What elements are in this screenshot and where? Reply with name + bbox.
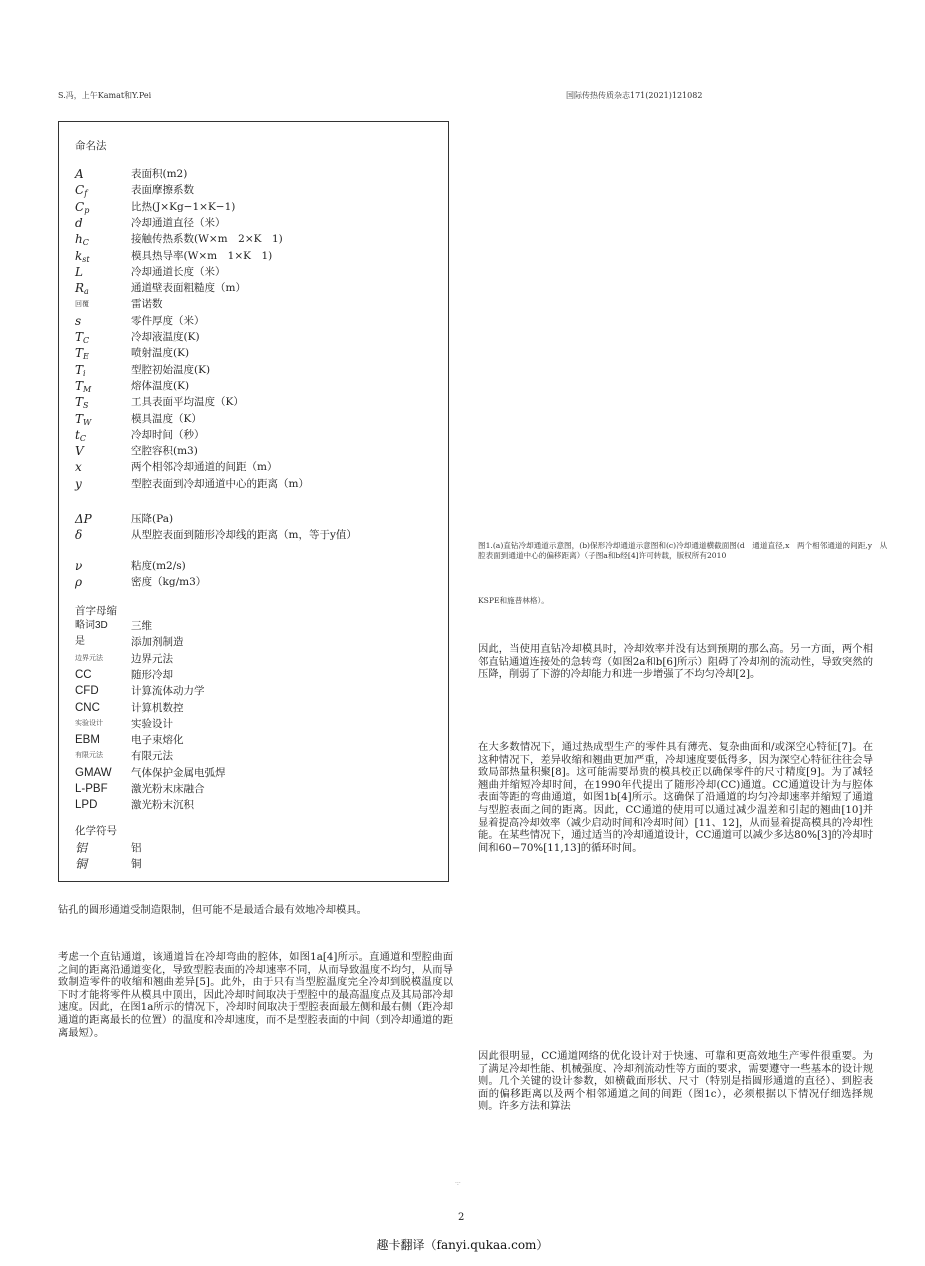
nomenclature-symbol: $T_W$ [75, 411, 92, 427]
nomenclature-symbol: EBM [75, 734, 100, 747]
nomenclature-definition: 冷却通道长度（米） [131, 265, 226, 278]
nomenclature-row [75, 651, 445, 667]
running-header-authors: S.冯，上午Kamat和Y.Pei [58, 91, 152, 100]
nomenclature-row [75, 199, 445, 215]
chemical-symbols-title: 化学符号 [75, 825, 117, 837]
nomenclature-symbol: 回覆 [75, 300, 89, 309]
nomenclature-symbol: $T_E$ [75, 346, 89, 362]
nomenclature-subscript: M [83, 384, 92, 394]
acronyms-title: 首字母缩 [75, 605, 117, 617]
nomenclature-symbol: 铝 [75, 841, 88, 855]
nomenclature-row [75, 411, 445, 427]
nomenclature-title: 命名法 [75, 140, 107, 152]
nomenclature-symbol: $C_f$ [75, 183, 88, 199]
nomenclature-row [75, 781, 445, 797]
nomenclature-row [75, 296, 445, 312]
translation-footer: 趣卡翻译（fanyi.qukaa.com） [376, 1238, 549, 1252]
nomenclature-row [75, 511, 445, 527]
nomenclature-subscript: p [84, 205, 90, 215]
nomenclature-symbol: 有限元法 [75, 752, 103, 760]
nomenclature-symbol: ν [75, 559, 83, 573]
nomenclature-row [75, 856, 445, 872]
nomenclature-symbol: 是 [75, 636, 85, 648]
nomenclature-row [75, 574, 445, 590]
nomenclature-definition: 铜 [131, 858, 142, 871]
nomenclature-row [75, 459, 445, 475]
nomenclature-row [75, 280, 445, 296]
nomenclature-row [75, 443, 445, 459]
nomenclature-row [75, 427, 445, 443]
nomenclature-symbol: y [75, 476, 82, 491]
nomenclature-row [75, 378, 445, 394]
nomenclature-subscript: W [83, 417, 92, 427]
nomenclature-symbol: δ [75, 528, 83, 543]
nomenclature-symbol: A [75, 167, 84, 181]
nomenclature-row [75, 362, 445, 378]
nomenclature-subscript: i [83, 368, 86, 378]
nomenclature-symbol: 铜 [75, 857, 88, 872]
nomenclature-box [58, 121, 449, 882]
nomenclature-row [75, 700, 445, 716]
nomenclature-symbol: $R_a$ [75, 281, 89, 297]
nomenclature-definition: 喷射温度(K) [131, 347, 190, 360]
nomenclature-definition: 铝 [131, 842, 142, 854]
nomenclature-definition: 粘度(m2/s) [131, 560, 186, 572]
nomenclature-row [75, 732, 445, 748]
nomenclature-definition: 三维 [131, 620, 152, 632]
nomenclature-symbol: $t_C$ [75, 427, 86, 443]
nomenclature-definition: 压降(Pa) [131, 513, 174, 525]
nomenclature-row [75, 264, 445, 280]
nomenclature-subscript: f [84, 189, 88, 199]
nomenclature-definition: 激光粉末沉积 [131, 799, 194, 812]
nomenclature-symbol: CC [75, 668, 92, 681]
nomenclature-subscript: a [84, 287, 89, 297]
nomenclature-definition: 边界元法 [131, 652, 173, 665]
nomenclature-symbol: $k_{st}$ [75, 248, 90, 264]
running-header-journal: 国际传热传质杂志171(2021)121082 [566, 91, 703, 100]
nomenclature-definition: 激光粉末床融合 [131, 783, 205, 795]
nomenclature-row [75, 527, 445, 543]
nomenclature-row [75, 667, 445, 683]
nomenclature-definition: 随形冷却 [131, 668, 173, 681]
nomenclature-definition: 两个相邻冷却通道的间距（m） [131, 461, 278, 474]
nomenclature-definition: 比热(J×Kg−1×K−1) [131, 200, 236, 213]
nomenclature-definition: 型腔表面到冷却通道中心的距离（m） [131, 477, 309, 490]
nomenclature-definition: 计算机数控 [131, 701, 184, 714]
nomenclature-row [75, 476, 445, 492]
nomenclature-row [75, 394, 445, 410]
nomenclature-definition: 密度（kg/m3） [131, 576, 207, 589]
nomenclature-definition: 熔体温度(K) [131, 379, 190, 392]
nomenclature-symbol: 实验设计 [75, 719, 103, 727]
nomenclature-symbol: d [75, 215, 83, 230]
nomenclature-row [75, 313, 445, 329]
nomenclature-subscript: C [83, 336, 90, 345]
nomenclature-definition: 添加剂制造 [131, 636, 184, 649]
nomenclature-definition: 冷却时间（秒） [131, 428, 205, 441]
nomenclature-symbol: ρ [75, 575, 83, 590]
nomenclature-definition: 表面积(m2) [131, 168, 188, 180]
nomenclature-definition: 通道壁表面粗糙度（m） [131, 282, 246, 295]
nomenclature-row [75, 765, 445, 781]
figure-1-caption: 图1.(a)直钻冷却通道示意图，(b)保形冷却通道示意图和(c)冷却通道横截面图(d 通道直径,x 两个相邻通道的间距,y 从腔表面到通道中心的偏移距离）（子图a和b经[4]许可转载，版权所有2010 [478, 541, 888, 560]
nomenclature-definition: 型腔初始温度(K) [131, 363, 211, 376]
nomenclature-row [75, 748, 445, 764]
nomenclature-subscript: st [82, 254, 90, 264]
nomenclature-row [75, 215, 445, 231]
nomenclature-definition: 冷却液温度(K) [131, 331, 200, 343]
nomenclature-row [75, 716, 445, 732]
right-paragraph-1: 因此，当使用直钻冷却模具时，冷却效率并没有达到预期的那么高。另一方面，两个相邻直钻通道连接处的急转弯（如图2a和b[6]所示）阻碍了冷却剂的流动性，导致突然的压降，削弱了下游的冷却能力和进一步增强了不均匀冷却[2]。 [478, 643, 873, 681]
nomenclature-definition: 雷诺数 [131, 298, 163, 311]
nomenclature-symbol: L-PBF [75, 783, 108, 795]
nomenclature-row [75, 329, 445, 345]
page-number: 2 [458, 1212, 465, 1223]
nomenclature-symbol: ΔP [75, 512, 92, 526]
nomenclature-symbol: LPD [75, 799, 98, 812]
nomenclature-subscript: S [83, 401, 89, 411]
nomenclature-subscript: C [82, 238, 89, 248]
nomenclature-symbol: $h_C$ [75, 232, 89, 248]
nomenclature-definition: 零件厚度（米） [131, 314, 205, 327]
nomenclature-symbol: L [75, 264, 83, 279]
nomenclature-row [75, 683, 445, 699]
nomenclature-row [75, 797, 445, 813]
nomenclature-definition: 表面摩擦系数 [131, 184, 194, 197]
nomenclature-definition: 有限元法 [131, 750, 173, 763]
nomenclature-definition: 冷却通道直径（米） [131, 216, 226, 229]
nomenclature-definition: 计算流体动力学 [131, 685, 205, 698]
nomenclature-row [75, 345, 445, 361]
nomenclature-row [75, 840, 445, 856]
nomenclature-row [75, 231, 445, 247]
nomenclature-definition: 接触传热系数(W×m 2×K 1) [131, 233, 283, 246]
watermark-mark: ·:· [455, 1180, 461, 1187]
right-paragraph-2: 在大多数情况下，通过热成型生产的零件具有薄壳、复杂曲面和/或深空心特征[7]。在这种情况下，差异收缩和翘曲更加严重，冷却速度要低得多，因为深空心特征往往会导致局部热量积聚[8]。这可能需要昂贵的模具校正以确保零件的尺寸精度[9]。为了减轻翘曲并缩短冷却时间，在1990年代提出了随形冷却(CC)通道。CC通道设计为与腔体表面等距的弯曲通道，如图1b[4]所示。这确保了沿通道的均匀冷却速率并缩短了通道与型腔表面之间的距离。因此，CC通道的使用可以通过减少温差和引起的翘曲[10]并显着提高冷却效率（减少启动时间和冷却时间）[11、12]，从而显着提高模具的冷却性能。在某些情况下，通过适当的冷却通道设计，CC通道可以减少多达80%[3]的冷却时间和60−70%[11,13]的循环时间。 [478, 741, 873, 854]
left-paragraph-2: 考虑一个直钻通道，该通道旨在冷却弯曲的腔体，如图1a[4]所示。直通道和型腔曲面之间的距离沿通道变化，导致型腔表面的冷却速率不同，从而导致温度不均匀，从而导致制造零件的收缩和翘曲差异[5]。此外，由于只有当型腔温度完全冷却到脱模温度以下时才能将零件从模具中顶出，因此冷却时间取决于型腔中的最高温度点及其局部冷却速度。因此，在图1a所示的情况下，冷却时间取决于型腔表面最左侧和最右侧（距冷却通道的距离最长的位置）的温度和冷却速度，而不是型腔表面的中间（到冷却通道的距离最短）。 [58, 951, 453, 1039]
nomenclature-row [75, 618, 445, 634]
nomenclature-symbol: 边界元法 [75, 654, 103, 662]
nomenclature-symbol: GMAW [75, 766, 112, 779]
nomenclature-row [75, 558, 445, 574]
nomenclature-symbol: $T_C$ [75, 330, 90, 345]
left-paragraph-1: 钻孔的圆形通道受制造限制，但可能不是最适合最有效地冷却模具。 [58, 904, 367, 916]
figure-1-caption-tail: KSPE和施普林格）。 [478, 596, 549, 605]
nomenclature-symbol: 略词3D [75, 620, 108, 631]
nomenclature-symbol: s [75, 313, 82, 328]
nomenclature-definition: 气体保护金属电弧焊 [131, 766, 226, 779]
nomenclature-symbol: $T_i$ [75, 362, 86, 378]
nomenclature-symbol: CFD [75, 685, 99, 698]
nomenclature-definition: 模具温度（K） [131, 412, 202, 425]
nomenclature-symbol: V [75, 444, 84, 459]
nomenclature-symbol: $C_p$ [75, 199, 90, 215]
nomenclature-row [75, 182, 445, 198]
nomenclature-subscript: E [83, 352, 89, 362]
nomenclature-definition: 模具热导率(W×m 1×K 1) [131, 249, 273, 262]
nomenclature-definition: 电子束熔化 [131, 734, 184, 747]
nomenclature-definition: 空腔容积(m3) [131, 445, 198, 458]
nomenclature-row [75, 248, 445, 264]
nomenclature-definition: 从型腔表面到随形冷却线的距离（m，等于y值） [131, 529, 357, 542]
right-paragraph-3: 因此很明显，CC通道网络的优化设计对于快速、可靠和更高效地生产零件很重要。为了满足冷却性能、机械强度、冷却剂流动性等方面的要求，需要遵守一些基本的设计规则。几个关键的设计参数，如横截面形状、尺寸（特别是指圆形通道的直径）、到腔表面的偏移距离以及两个相邻通道之间的间距（图1c），必须根据以下情况仔细选择规则。许多方法和算法 [478, 1050, 873, 1113]
nomenclature-row [75, 634, 445, 650]
nomenclature-definition: 工具表面平均温度（K） [131, 396, 244, 409]
nomenclature-symbol: x [75, 460, 82, 475]
nomenclature-subscript: C [79, 433, 86, 443]
nomenclature-symbol: $T_S$ [75, 395, 89, 411]
nomenclature-symbol: $T_M$ [75, 378, 92, 394]
nomenclature-row [75, 166, 445, 182]
nomenclature-definition: 实验设计 [131, 717, 173, 730]
nomenclature-symbol: CNC [75, 701, 100, 714]
